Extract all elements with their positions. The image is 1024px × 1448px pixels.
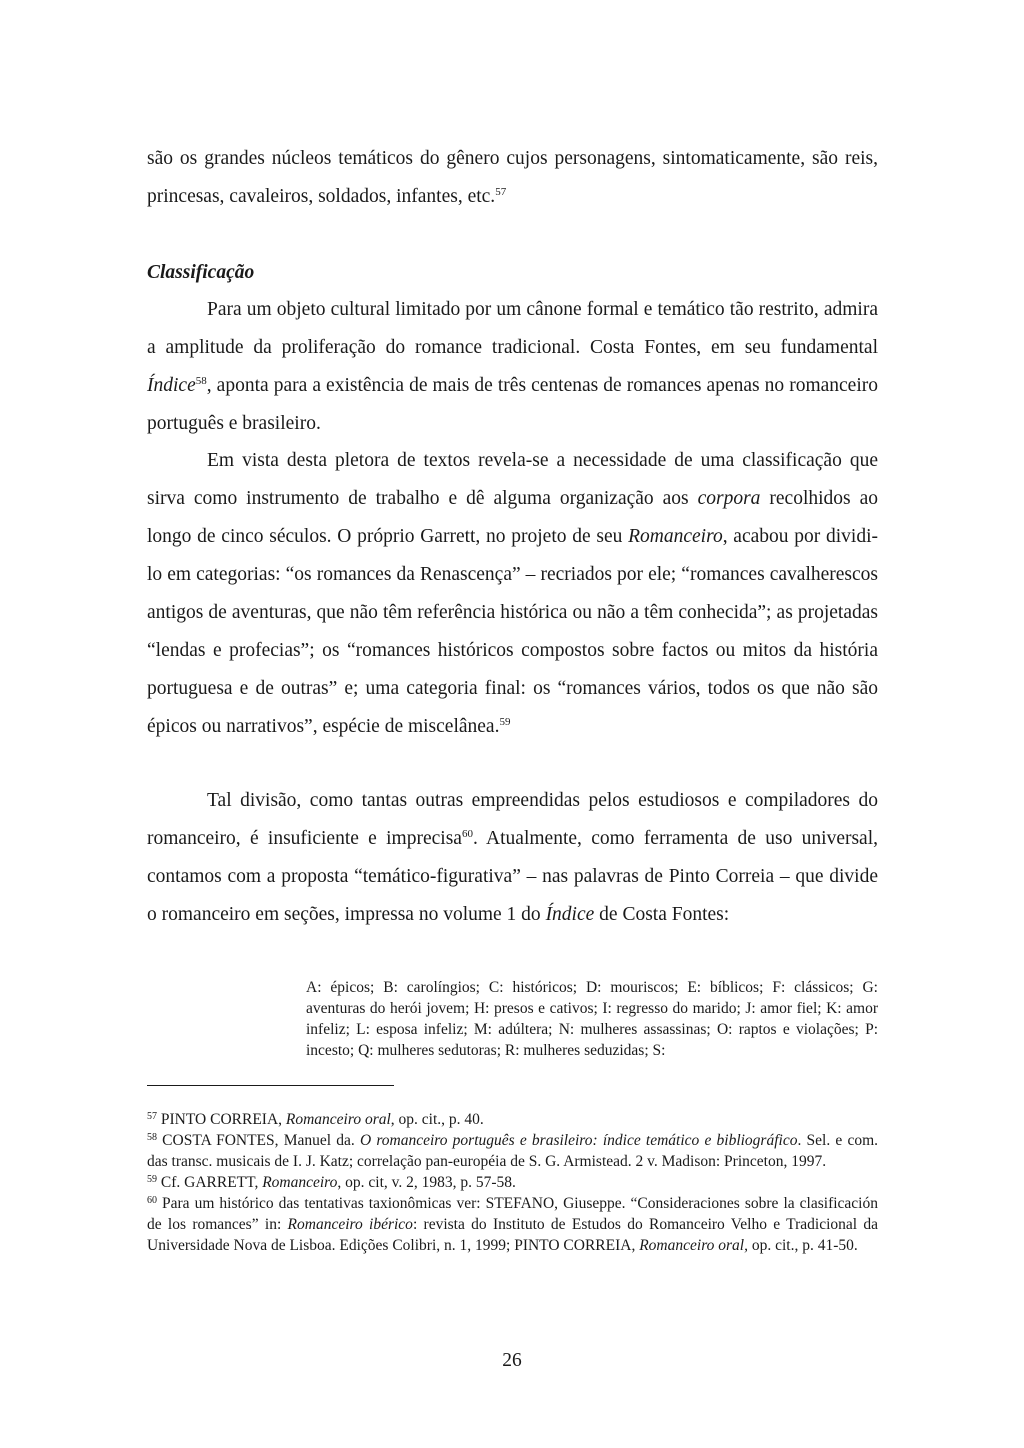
footnote-text: : revista do Instituto de Estudos do Romanceiro Velho e Tradicional da Universidade Nova de Lisboa. Edições Colibri, n. 1, 1999; PINTO CORREIA, xyxy=(147,1216,878,1254)
footnotes xyxy=(147,1109,878,1256)
footnote-text: , op. cit., p. 40. xyxy=(390,1111,484,1128)
footnote-text: Para um histórico das tentativas taxionômicas ver: STEFANO, Giuseppe. “Consideraciones sobre la clasificación de los romances” in: xyxy=(147,1195,878,1233)
paragraph-text: recolhidos ao longo de cinco séculos. O próprio Garrett, no projeto de seu xyxy=(147,488,878,547)
paragraph-3 xyxy=(147,782,878,934)
footnote-number: 58 xyxy=(147,1132,157,1143)
footnote-number: 60 xyxy=(147,1195,157,1206)
footnote-title: Romanceiro oral xyxy=(285,1111,391,1128)
footnote-60 xyxy=(147,1193,878,1256)
footnote-ref-60[interactable]: 60 xyxy=(461,828,473,840)
italic-title: Índice xyxy=(147,375,196,396)
italic-title: Romanceiro xyxy=(628,526,723,547)
section-heading: Classificação xyxy=(147,262,255,283)
footnote-text: . Sel. e com. das transc. musicais de I. J. Katz; correlação pan-européia de S. G. Armistead. 2 v. Madison: Princeton, 1997. xyxy=(147,1132,879,1170)
paragraph-intro xyxy=(147,140,878,216)
italic-title: Índice xyxy=(545,904,595,925)
footnote-title: O romanceiro português e brasileiro: índice temático e bibliográfico xyxy=(359,1132,798,1149)
footnote-ref-59[interactable]: 59 xyxy=(499,716,511,728)
paragraph-text: são os grandes núcleos temáticos do gênero cujos personagens, sintomaticamente, são reis, princesas, cavaleiros, soldados, infantes, etc. xyxy=(147,148,878,207)
italic-term: corpora xyxy=(697,488,761,509)
footnote-number: 57 xyxy=(147,1111,157,1122)
paragraph-text: Para um objeto cultural limitado por um cânone formal e temático tão restrito, admira a amplitude da proliferação do romance tradicional. Costa Fontes, em seu fundamental xyxy=(147,299,878,358)
footnote-title: Romanceiro ibérico xyxy=(287,1216,413,1233)
paragraph-text: Tal divisão, como tantas outras empreendidas pelos estudiosos e compiladores do romanceiro, é insuficiente e imprecisa xyxy=(147,790,878,849)
footnote-separator xyxy=(147,1085,394,1086)
paragraph-1 xyxy=(147,291,878,443)
paragraph-text: Em vista desta pletora de textos revela-se a necessidade de uma classificação que sirva como instrumento de trabalho e dê alguma organização aos xyxy=(147,450,878,509)
footnote-59 xyxy=(147,1172,878,1193)
paragraph-2 xyxy=(147,442,878,746)
paragraph-text: . Atualmente, como ferramenta de uso universal, contamos com a proposta “temático-figurativa” – nas palavras de Pinto Correia – que divide o romanceiro em seções, impressa no volume 1 do xyxy=(147,828,879,925)
block-quote: A: épicos; B: carolíngios; C: históricos; D: mouriscos; E: bíblicos; F: clássicos; G: aventuras do herói jovem; H: presos e cativos; I: regresso do marido; J: amor fiel; K: amor infeliz; L: esposa infeliz; M: adúltera; N: mulheres assassinas; O: raptos e violações; P: incesto; Q: mulheres sedutoras; R: mulheres seduzidas; S: xyxy=(306,979,878,1059)
footnote-ref-58[interactable]: 58 xyxy=(195,375,207,387)
paragraph-text: , acabou por dividi-lo em categorias: “os romances da Renascença” – recriados por ele; “romances cavalherescos antigos de aventuras, que não têm referência histórica ou não a têm conhecida”; as projetadas “lendas e profecias”; os “romances históricos compostos sobre factos ou mitos da história portuguesa e de outras” e; uma categoria final: os “romances vários, todos os que não são épicos ou narrativos”, espécie de miscelânea. xyxy=(147,526,878,737)
footnote-58 xyxy=(147,1130,878,1172)
page-number: 26 xyxy=(502,1350,522,1371)
paragraph-text: de Costa Fontes: xyxy=(594,904,730,925)
footnote-text: op. cit., p. 41-50. xyxy=(748,1237,858,1254)
footnote-title: Romanceiro oral, xyxy=(639,1237,748,1254)
footnote-text: Cf. GARRETT, xyxy=(157,1174,263,1191)
paragraph-text: , aponta para a existência de mais de três centenas de romances apenas no romanceiro português e brasileiro. xyxy=(147,375,878,434)
footnote-ref-57[interactable]: 57 xyxy=(495,186,507,198)
footnote-text: COSTA FONTES, Manuel da. xyxy=(157,1132,360,1149)
footnote-number: 59 xyxy=(147,1174,157,1185)
footnote-text: , op. cit, v. 2, 1983, p. 57-58. xyxy=(337,1174,516,1191)
footnote-title: Romanceiro xyxy=(262,1174,338,1191)
footnote-57 xyxy=(147,1109,878,1130)
footnote-text: PINTO CORREIA, xyxy=(157,1111,286,1128)
